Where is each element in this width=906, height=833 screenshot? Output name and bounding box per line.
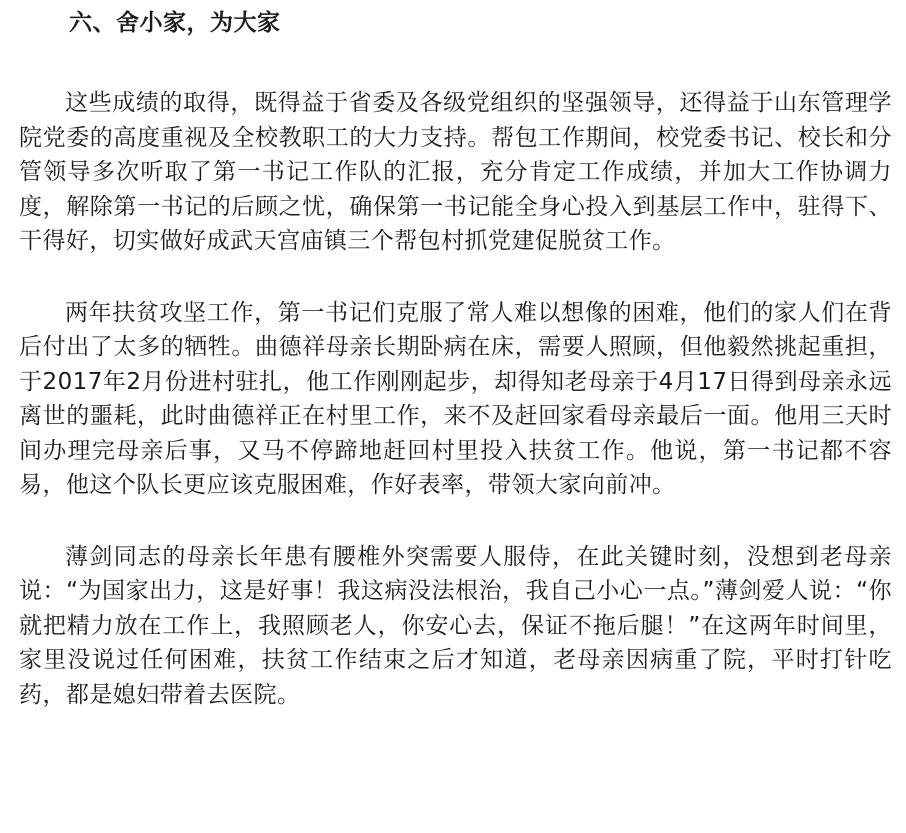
paragraph-qu-dexiang: 两年扶贫攻坚工作，第一书记们克服了常人难以想像的困难，他们的家人们在背后付出了太多的牺牲。曲德祥母亲长期卧病在床，需要人照顾，但他毅然挑起重担，于2017年2月份进村驻扎，他工作刚刚起步，却得知老母亲于4月17日得到母亲永远离世的噩耗，此时曲德祥正在村里工作，来不及赶回家看母亲最后一面。他用三天时间办理完母亲后事，又马不停蹄地赶回村里投入扶贫工作。他说，第一书记都不容易，他这个队长更应该克服困难，作好表率，带领大家向前冲。 bbox=[19, 299, 892, 498]
section-heading: 六、舍小家，为大家 bbox=[69, 10, 281, 36]
paragraph-bo-jian: 薄剑同志的母亲长年患有腰椎外突需要人服侍，在此关键时刻，没想到老母亲说：“为国家出力，这是好事！我这病没法根治，我自己小心一点。”薄剑爱人说：“你就把精力放在工作上，我照顾老人，你安心去，保证不拖后腿！”在这两年时间里，家里没说过任何困难，扶贫工作结束之后才知道，老母亲因病重了院，平时打针吃药，都是媳妇带着去医院。 bbox=[19, 543, 892, 708]
paragraph-achievements: 这些成绩的取得，既得益于省委及各级党组织的坚强领导，还得益于山东管理学院党委的高度重视及全校教职工的大力支持。帮包工作期间，校党委书记、校长和分管领导多次听取了第一书记工作队的汇报，充分肯定工作成绩，并加大工作协调力度，解除第一书记的后顾之忧，确保第一书记能全身心投入到基层工作中，驻得下、干得好，切实做好成武天宫庙镇三个帮包村抓党建促脱贫工作。 bbox=[19, 90, 892, 254]
